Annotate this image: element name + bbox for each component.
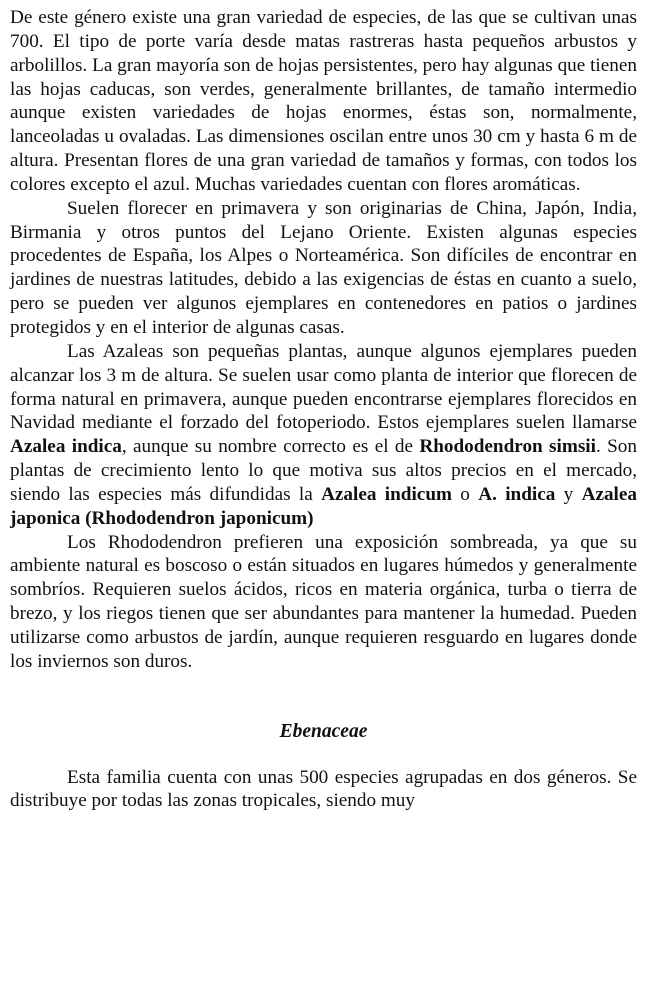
paragraph-text: Los Rhododendron prefieren una exposición sombreada, ya que su ambiente natural es boscoso o están situados en lugares húmedos y generalmente sombríos. Requieren suelos ácidos, ricos en materia orgánica, turba o tierra de brezo, y los riegos tienen que ser abundantes para mantener la humedad. Pueden utilizarse como arbustos de jardín, aunque requieren resguardo en lugares donde los inviernos son duros. <box>10 531 637 672</box>
paragraph-azaleas <box>10 340 637 531</box>
species-name-rhododendron-simsii: Rhododendron simsii <box>419 436 596 458</box>
paragraph-text: De este género existe una gran variedad de especies, de las que se cultivan unas 700. El tipo de porte varía desde matas rastreras hasta pequeños arbustos y arbolillos. La gran mayoría son de hojas persistentes, pero hay algunas que tienen las hojas caducas, son verdes, generalmente brillantes, de tamaño intermedio aunque existen variedades de hojas enormes, éstas son, normalmente, lanceoladas u ovaladas. Las dimensiones oscilan entre unos 30 cm y hasta 6 m de altura. Presentan flores de una gran variedad de tamaños y formas, con todos los colores excepto el azul. Muchas variedades cuentan con flores aromáticas. <box>10 7 637 195</box>
species-name-azalea-indica: Azalea indica <box>10 436 122 458</box>
paragraph-text: Esta familia cuenta con unas 500 especies agrupadas en dos géneros. Se distribuye por todas las zonas tropicales, siendo muy <box>10 766 637 812</box>
paragraph-text: . Son plantas de crecimiento lento lo que motiva sus altos precios en el mercado, siendo las especies más difundidas la <box>10 436 637 505</box>
paragraph-genero <box>10 6 637 197</box>
paragraph-text: Suelen florecer en primavera y son originarias de China, Japón, India, Birmania y otros puntos del Lejano Oriente. Existen algunas especies procedentes de España, los Alpes o Norteamérica. Son difíciles de encontrar en jardines de nuestras latitudes, debido a las exigencias de éstas en cuanto a suelo, pero se pueden ver algunos ejemplares en contenedores en patios o jardines protegidos y en el interior de algunas casas. <box>10 197 637 338</box>
paragraph-text: y <box>555 483 582 505</box>
paragraph-text: o <box>451 483 479 505</box>
species-name-azalea-indicum: Azalea indicum <box>321 483 452 505</box>
paragraph-rhododendron <box>10 531 637 674</box>
section-spacer <box>10 744 637 766</box>
section-heading-ebenaceae: Ebenaceae <box>279 720 368 742</box>
paragraph-text: Las Azaleas son pequeñas plantas, aunque algunos ejemplares pueden alcanzar los 3 m de altura. Se suelen usar como planta de interior que florecen de forma natural en primavera, aunque pueden encontrarse ejemplares florecidos en Navidad mediante el forzado del fotoperiodo. Estos ejemplares suelen llamarse <box>10 340 637 434</box>
paragraph-floracion <box>10 197 637 340</box>
species-name-azalea-japonica: Azalea japonica (Rhododendron japonicum) <box>10 483 638 529</box>
paragraph-text: , aunque su nombre correcto es el de <box>121 436 420 458</box>
paragraph-ebenaceae <box>10 766 637 814</box>
species-name-a-indica: A. indica <box>478 483 556 505</box>
section-spacer <box>10 674 637 720</box>
document-page <box>10 6 637 813</box>
